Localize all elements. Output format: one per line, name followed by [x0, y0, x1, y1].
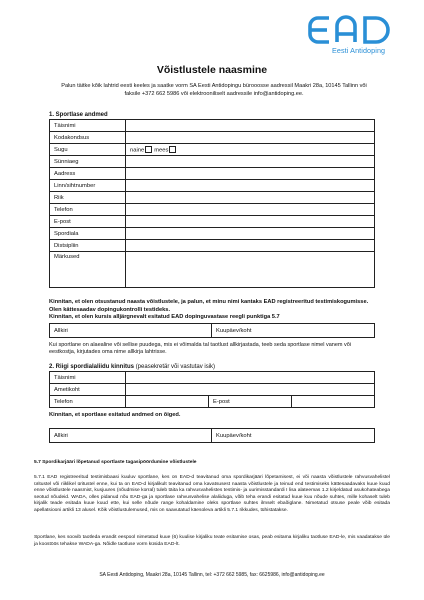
signature-label: Allkiri: [54, 327, 68, 334]
notes-field[interactable]: [126, 252, 375, 288]
signature-table-athlete: [49, 323, 375, 338]
field-label: Ametikoht: [50, 384, 126, 396]
table-row: [50, 429, 375, 443]
email-field[interactable]: [126, 216, 375, 228]
country-field[interactable]: [126, 192, 375, 204]
field-label: Täisnimi: [50, 120, 126, 132]
table-row: [50, 144, 375, 156]
field-label: Distsipliin: [50, 240, 126, 252]
date-place-label: Kuupäev/koht: [216, 327, 252, 334]
field-label: Riik: [50, 192, 126, 204]
section1-heading: 1. Sportlase andmed: [49, 112, 108, 118]
address-field[interactable]: [126, 168, 375, 180]
table-row: [50, 324, 375, 338]
sport-field[interactable]: [126, 228, 375, 240]
field-label: Kodakondsus: [50, 132, 126, 144]
rule-text: 5.7.1 EAD registreeritud testimisbaasi kuuluv sportlane, kes on EAD-d teavitanud oma spordikarjääri lõpetamisest, ei või naasta võistlustele rahvusvahelistel üritustel või riiklikel üritustel enne, kui ta on EAD-d kirjalikult teavitanud oma kavatsusest naasta võistlustele ja teinud end testimiseks kättesaadavaks kuue kuud enne võistlustele naasmist, kusjuures (nõudmise korral) tuleb täita ka rahvusvahelistes testimis- ja uurimisstandardi I lisa alateemas 1.2 kirjeldatud asukohateabega seotud nõudeid. WADA, olles pidanud nõu EAD-ga ja sportlase rahvusvahelise alaliiduga, võib teha erandi esitatud kuue kuu nõude suhtes, mille kohaselt tuleb kirjalik teade esitada kuue kuud ette, kui selle nõude range kohaldamine oleks sportlase suhtes ilmselt ebaõiglane. Nimetatud otsuse peale võib esitada apellatsiooni artikli 13 alusel. Kõik võistlustulemused, mis on saavutatud käesoleva artikli 5.7.1 rikkudes, tühistatakse.: [34, 475, 390, 513]
gender-male-checkbox[interactable]: [169, 146, 176, 153]
athlete-data-table: [49, 119, 375, 288]
table-row: [50, 240, 375, 252]
fullname-field[interactable]: [126, 120, 375, 132]
field-label: Sugu: [50, 144, 126, 156]
confirmation-federation: Kinnitan, et sportlase esitatud andmed on õiged.: [49, 412, 181, 418]
table-row: [50, 156, 375, 168]
birthdate-field[interactable]: [126, 156, 375, 168]
nationality-field[interactable]: [126, 132, 375, 144]
city-postcode-field[interactable]: [126, 180, 375, 192]
federation-phone-field[interactable]: [126, 396, 209, 408]
table-row: [50, 180, 375, 192]
table-row: [50, 192, 375, 204]
discipline-field[interactable]: [126, 240, 375, 252]
logo-subtitle: Eesti Antidoping: [332, 46, 386, 55]
table-row: [50, 120, 375, 132]
field-label: Sünniaeg: [50, 156, 126, 168]
section2-note: (peasekretär või vastutav isik): [135, 364, 216, 370]
table-row: [50, 372, 375, 384]
rule-heading: 5.7 Spordikarjääri lõpetanud sportlaste tagasipöördumine võistlustele: [34, 460, 197, 465]
table-row: [50, 396, 375, 408]
athlete-date-place-field[interactable]: [212, 324, 375, 338]
table-row: [50, 384, 375, 396]
confirmation-rule: Kinnitan, et olen kursis alljärgnevalt esitatud EAD dopinguvastase reegli punktiga 5.7: [49, 314, 280, 320]
table-row: [50, 216, 375, 228]
signature-table-federation: [49, 428, 375, 443]
table-row: [50, 228, 375, 240]
rule-footnote: Sportlane, kes soovib taotleda erandit eespool nimetatud kuue (6) kuulise kirjaliku teate esitamise osas, peab esitama kirjaliku taotluse EAD-le, mis vaadatakse üle ja koostöös tehakse WADA-ga. Nõidle taotluse vorm küsida EAD-lt.: [34, 535, 390, 547]
section2-heading: [49, 364, 215, 370]
phone-field[interactable]: [126, 204, 375, 216]
gender-field: [126, 144, 375, 156]
federation-email-field[interactable]: [292, 396, 375, 408]
federation-position-field[interactable]: [126, 384, 375, 396]
table-row: [50, 168, 375, 180]
federation-name-field[interactable]: [126, 372, 375, 384]
athlete-signature-field[interactable]: [50, 324, 212, 338]
field-label: Spordiala: [50, 228, 126, 240]
field-label: Telefon: [50, 396, 126, 408]
gender-female-label: naine: [130, 147, 145, 154]
field-label: Aadress: [50, 168, 126, 180]
field-label: Märkused: [50, 252, 126, 288]
table-row: [50, 252, 375, 288]
page-title: Võistlustele naasmine: [156, 64, 268, 76]
field-label: Linn/sihtnumber: [50, 180, 126, 192]
intro-text: Palun täitke kõik lahtrid eesti keeles ja saatke vorm SA Eesti Antidopingu bürooosse aadressil Maakri 28a, 10145 Tallinn või faksile +372 662 5986 või elektrooniliselt aadressile info@antidoping.ee.: [61, 83, 367, 97]
table-row: [50, 204, 375, 216]
minor-note: Kui sportlane on alaealine või sellise puudega, mis ei võimalda tal taotlust allkirjastada, teeb seda sportlase nimel vanem või eestkostja, kirjutades oma nime allkirja lahtrisse.: [49, 342, 352, 356]
field-label: E-post: [50, 216, 126, 228]
federation-signature-field[interactable]: [50, 429, 212, 443]
federation-date-place-field[interactable]: [212, 429, 375, 443]
section2-title: 2. Riigi spordialaliidu kinnitus: [49, 364, 135, 370]
field-label: Täisnimi: [50, 372, 126, 384]
field-label: Telefon: [50, 204, 126, 216]
date-place-label: Kuupäev/koht: [216, 432, 252, 439]
field-label: E-post: [209, 396, 292, 408]
federation-table: [49, 371, 375, 408]
confirmation-return: Kinnitan, et olen otsustanud naasta võistlustele, ja palun, et minu nimi kantaks EAD registreeritud testimiskogumisse. Olen kättesaadav dopingukontrolli testideks.: [49, 299, 369, 313]
footer-contact: SA Eesti Antidoping, Maakri 28a, 10145 Tallinn, tel: +372 662 5985, fax: 6625986, info@antidoping.ee: [99, 572, 325, 578]
signature-label: Allkiri: [54, 432, 68, 439]
table-row: [50, 132, 375, 144]
gender-male-label: mees: [154, 147, 169, 154]
gender-female-checkbox[interactable]: [145, 146, 152, 153]
